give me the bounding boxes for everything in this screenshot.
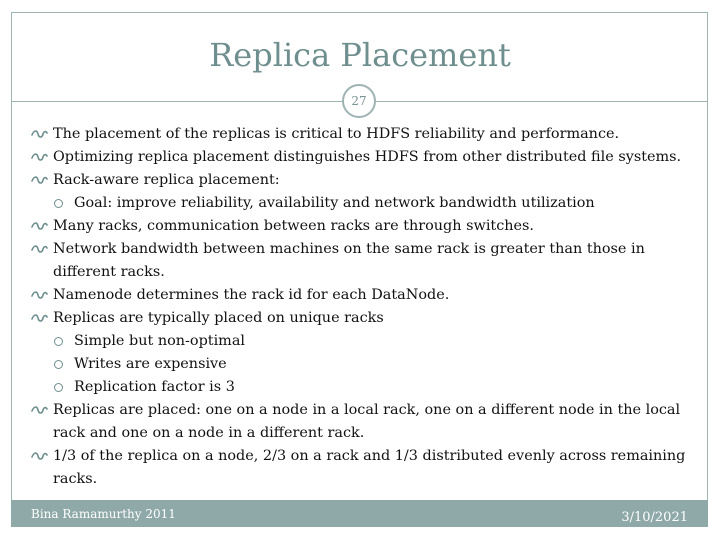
footer-author: Bina Ramamurthy 2011 xyxy=(31,507,176,521)
ring-bullet-icon xyxy=(52,353,70,376)
bullet-text: 1/3 of the replica on a node, 2/3 on a rack and 1/3 distributed evenly across remaining racks. xyxy=(53,448,686,487)
bullet-text: Goal: improve reliability, availability and network bandwidth utilization xyxy=(74,195,595,211)
sub-bullet-item xyxy=(52,353,691,376)
swirl-bullet-icon xyxy=(31,284,49,307)
bullet-text: Network bandwidth between machines on the same rack is greater than those in different racks. xyxy=(53,241,645,280)
bullet-text: Writes are expensive xyxy=(74,356,227,372)
bullet-text: Namenode determines the rack id for each DataNode. xyxy=(53,287,450,303)
bullet-text: The placement of the replicas is critical to HDFS reliability and performance. xyxy=(53,126,620,142)
sub-bullet-item xyxy=(52,192,691,215)
slide-title: Replica Placement xyxy=(209,36,511,74)
bullet-text: Rack-aware replica placement: xyxy=(53,172,280,188)
ring-bullet-icon xyxy=(52,330,70,353)
bullet-text: Replicas are placed: one on a node in a local rack, one on a different node in the local rack and one on a node in a different rack. xyxy=(53,402,681,441)
bullet-item xyxy=(31,215,691,238)
bullet-item xyxy=(31,399,691,445)
swirl-bullet-icon xyxy=(31,123,49,146)
bullet-item xyxy=(31,169,691,192)
bullet-list xyxy=(31,123,691,491)
bullet-text: Many racks, communication between racks are through switches. xyxy=(53,218,535,234)
sub-bullet-item xyxy=(52,376,691,399)
bullet-item xyxy=(31,238,691,284)
bullet-text: Optimizing replica placement distinguishes HDFS from other distributed file systems. xyxy=(53,149,682,165)
swirl-bullet-icon xyxy=(31,399,49,422)
swirl-bullet-icon xyxy=(31,445,49,468)
swirl-bullet-icon xyxy=(31,238,49,261)
bullet-item xyxy=(31,445,691,491)
swirl-bullet-icon xyxy=(31,169,49,192)
swirl-bullet-icon xyxy=(31,215,49,238)
bullet-text: Replication factor is 3 xyxy=(74,379,235,395)
page-number-badge: 27 xyxy=(342,84,376,118)
ring-bullet-icon xyxy=(52,192,70,215)
swirl-bullet-icon xyxy=(31,146,49,169)
bullet-text: Simple but non-optimal xyxy=(74,333,246,349)
ring-bullet-icon xyxy=(52,376,70,399)
sub-bullet-item xyxy=(52,330,691,353)
bullet-item xyxy=(31,284,691,307)
bullet-text: Replicas are typically placed on unique racks xyxy=(53,310,384,326)
bullet-item xyxy=(31,146,691,169)
slide-footer xyxy=(11,500,708,527)
bullet-item xyxy=(31,123,691,146)
bullet-item xyxy=(31,307,691,330)
swirl-bullet-icon xyxy=(31,307,49,330)
footer-date: 3/10/2021 xyxy=(621,510,688,525)
